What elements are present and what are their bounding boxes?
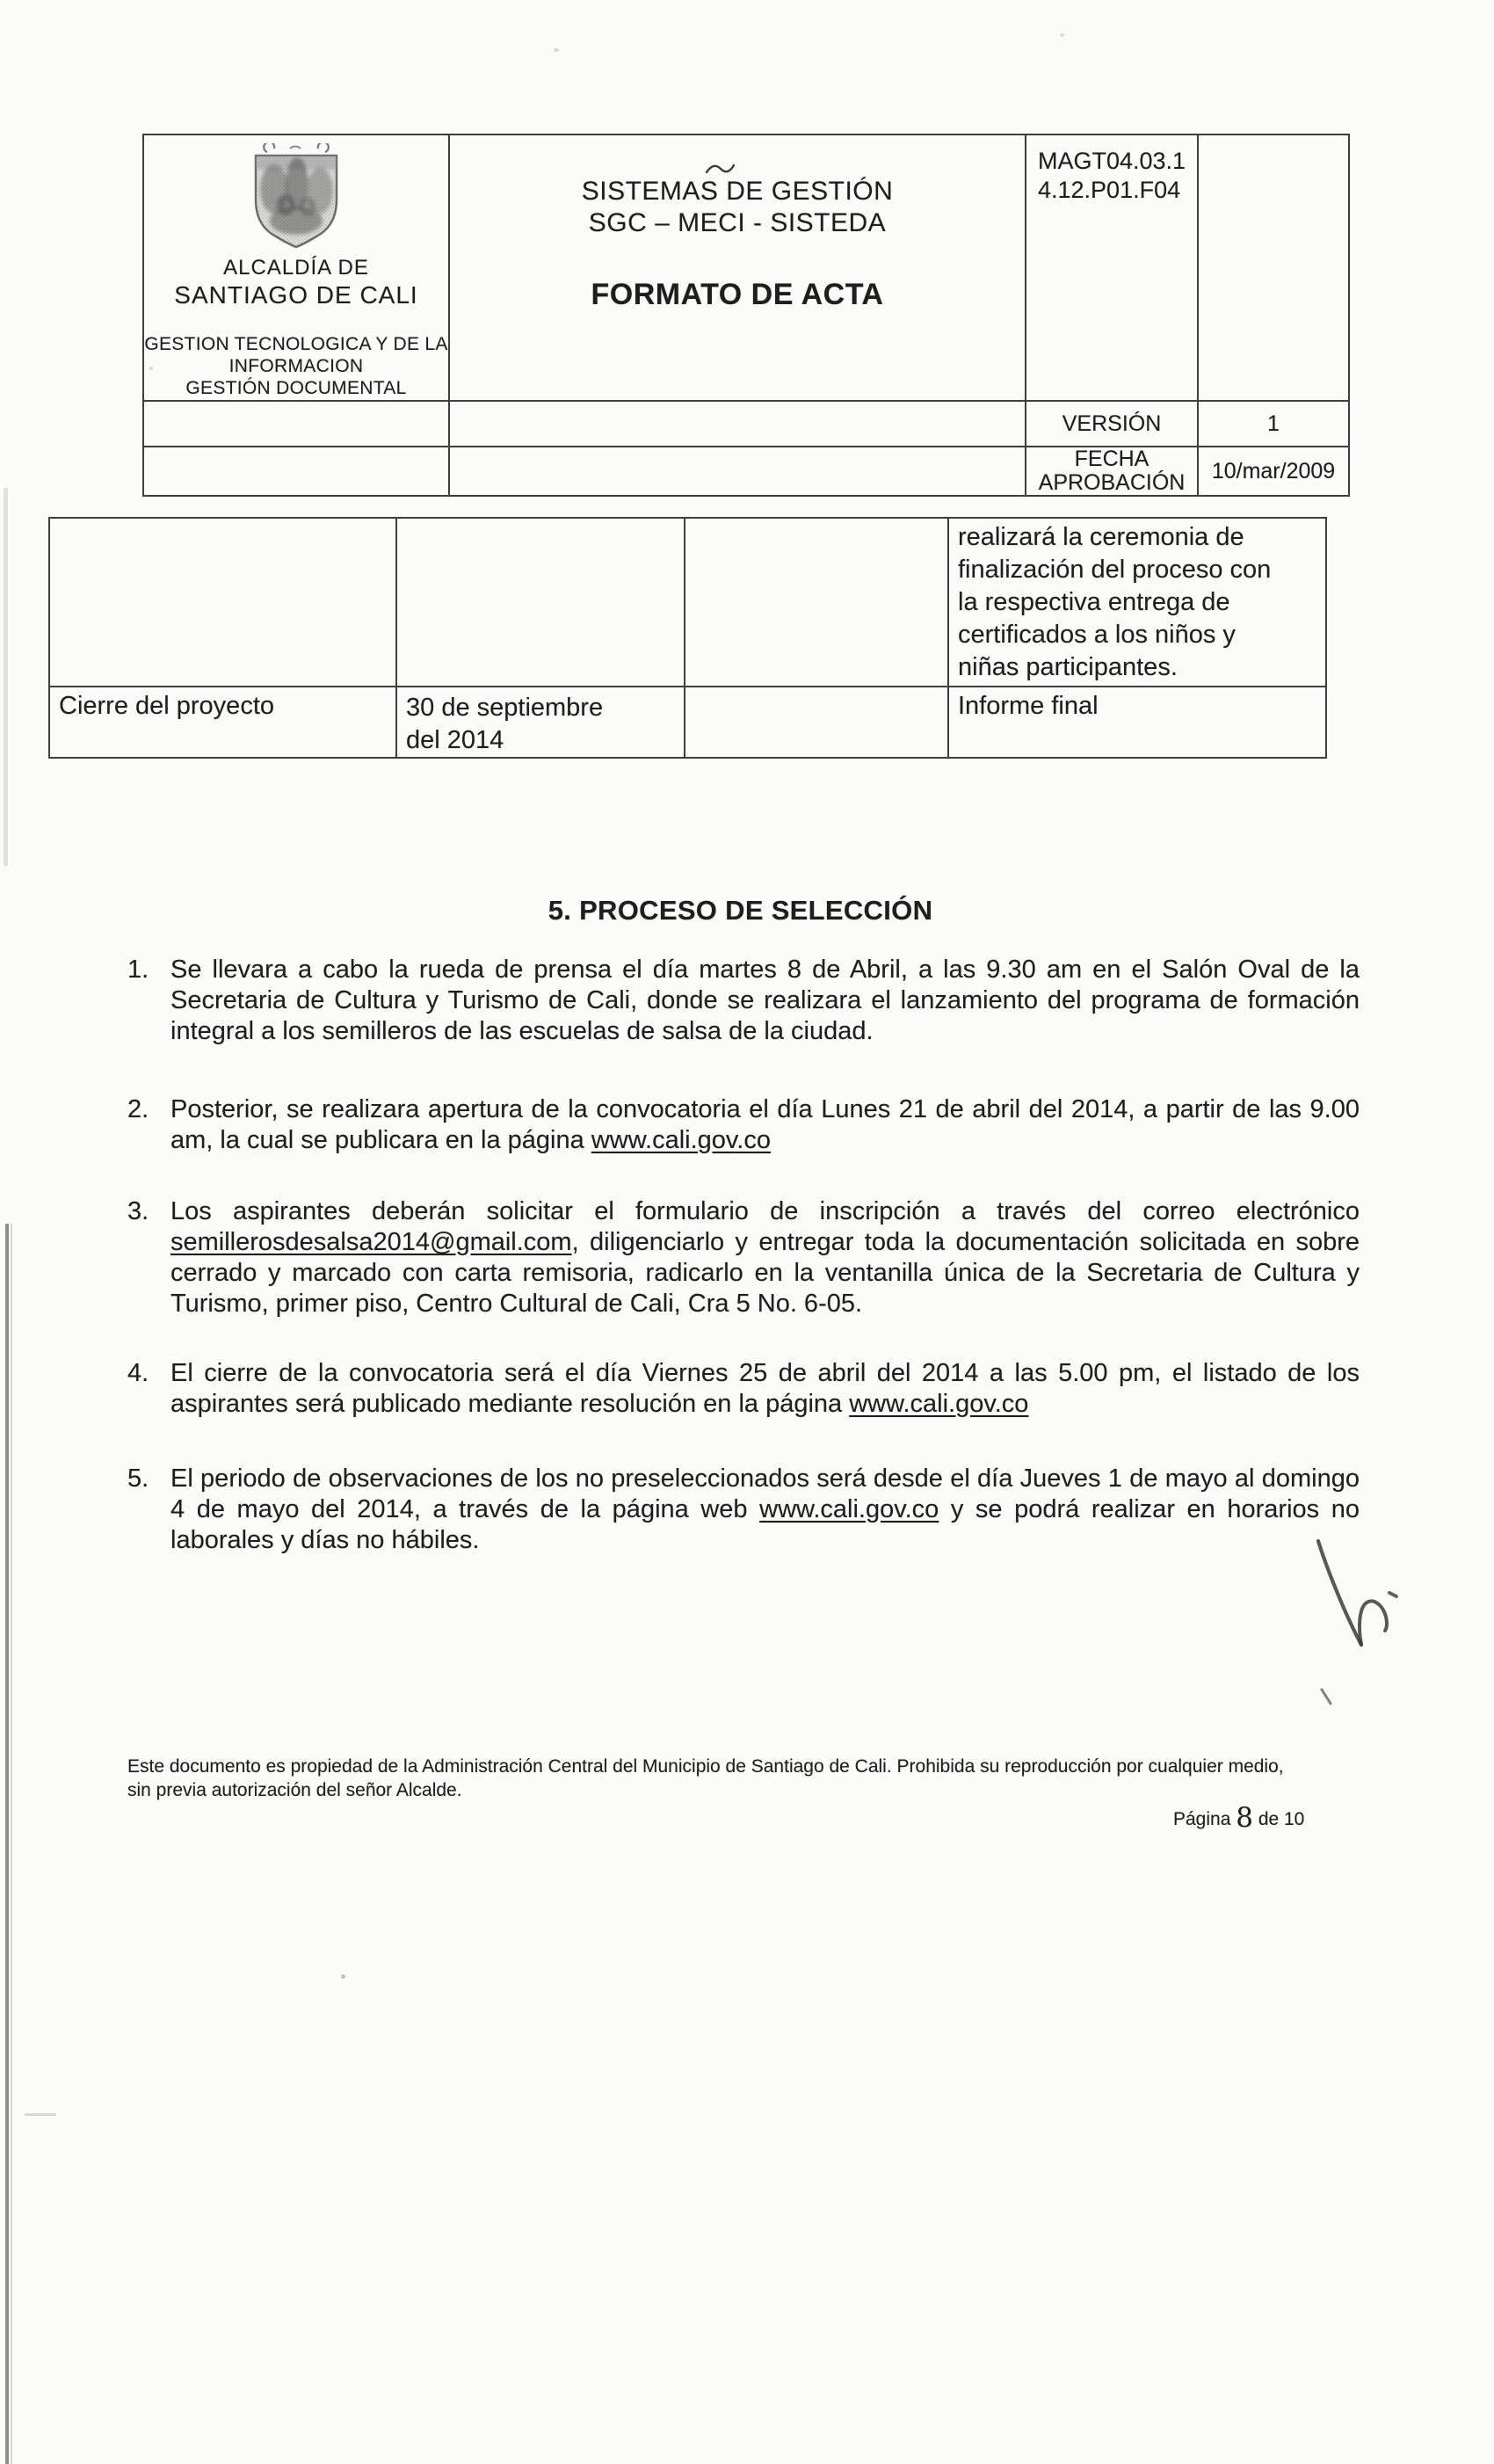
item-number: 1. xyxy=(127,956,149,984)
scan-caret-artifact xyxy=(705,160,736,176)
item-number: 5. xyxy=(127,1465,149,1493)
empty-cell xyxy=(449,447,1026,496)
item-number: 3. xyxy=(127,1197,149,1225)
item-text: Los aspirantes deberán solicitar el formulario de inscripción a través del correo electrónico semillerosdesalsa2014@gmail.com, diligenciarlo y entregar toda la documentación solicitada en sobre cerrado y marcado con carta remisoria, radicarlo en la ventanilla única de la Secretaria de Cultura y Turismo, primer piso, Centro Cultural de Cali, Cra 5 No. 6-05. xyxy=(170,1197,1360,1318)
org-name-line1: ALCALDÍA DE xyxy=(223,256,369,280)
scan-speck xyxy=(1060,33,1064,37)
item-text: El periodo de observaciones de los no preseleccionados será desde el día Jueves 1 de mayo al domingo 4 de mayo del 2014, a través de la página web www.cali.gov.co y se podrá realizar en horarios no laborales y días no hábiles. xyxy=(170,1465,1360,1554)
version-label: VERSIÓN xyxy=(1026,401,1198,447)
item-text: El cierre de la convocatoria será el día Viernes 25 de abril del 2014 a las 5.00 pm, el listado de los aspirantes será publicado mediante resolución en la página www.cali.gov.co xyxy=(170,1359,1360,1418)
footer-line1: Este documento es propiedad de la Administración Central del Municipio de Santiago de Cali. Prohibida su reproducción por cualquier medio, xyxy=(127,1756,1284,1777)
document-code-line1: MAGT04.03.1 xyxy=(1038,148,1186,174)
activity-result-cell xyxy=(948,687,1326,758)
org-identity-cell xyxy=(143,134,449,401)
page-number-value: 8 xyxy=(1236,1802,1253,1834)
numbered-list xyxy=(127,955,1360,1556)
empty-cell xyxy=(49,518,396,687)
department-name xyxy=(144,333,448,399)
list-item-2 xyxy=(127,1094,1360,1156)
document-code-line2: 4.12.P01.F04 xyxy=(1038,177,1181,203)
department-line1: GESTION TECNOLOGICA Y DE LA xyxy=(144,334,448,354)
empty-header-cell xyxy=(1198,134,1349,401)
page-label-suffix: de 10 xyxy=(1258,1809,1305,1829)
document-code-cell xyxy=(1026,134,1198,401)
activity-date-cell xyxy=(396,687,685,758)
system-title-cell xyxy=(449,134,1026,401)
system-line1: SISTEMAS DE GESTIÓN xyxy=(581,177,894,206)
empty-cell xyxy=(449,401,1026,447)
empty-cell xyxy=(143,401,449,447)
activity-name: Cierre del proyecto xyxy=(59,692,274,720)
scan-speck xyxy=(554,48,559,52)
org-name-line2: SANTIAGO DE CALI xyxy=(174,281,418,309)
page-label-prefix: Página xyxy=(1173,1809,1231,1829)
activity-table xyxy=(48,517,1327,759)
footer-disclaimer xyxy=(127,1755,1384,1802)
continuation-text: realizará la ceremonia de finalización del proceso con la respectiva entrega de certificados a los niños y niñas participantes. xyxy=(958,523,1272,681)
handwritten-check-mark xyxy=(1301,1530,1424,1714)
list-item-4 xyxy=(127,1358,1360,1420)
department-line3: GESTIÓN DOCUMENTAL xyxy=(185,378,407,398)
item-text: Se llevara a cabo la rueda de prensa el día martes 8 de Abril, a las 9.30 am en el Salón Oval de la Secretaria de Cultura y Turismo de Cali, donde se realizara el lanzamiento del programa de formación integral a los semilleros de las escuelas de salsa de la ciudad. xyxy=(170,956,1360,1045)
item-text: Posterior, se realizara apertura de la convocatoria el día Lunes 21 de abril del 2014, a partir de las 9.00 am, la cual se publicara en la página www.cali.gov.co xyxy=(170,1095,1360,1154)
approval-date-label: FECHA APROBACIÓN xyxy=(1026,447,1198,496)
scan-artifact-dash xyxy=(25,2113,56,2116)
section-heading: 5. PROCESO DE SELECCIÓN xyxy=(548,895,933,926)
activity-date: 30 de septiembre del 2014 xyxy=(406,694,604,754)
scan-artifact-left-line-2 xyxy=(11,1224,12,2464)
empty-cell xyxy=(143,447,449,496)
scan-artifact-left-line xyxy=(5,1224,9,2464)
activity-name-cell xyxy=(49,687,396,758)
system-line2: SGC – MECI - SISTEDA xyxy=(588,208,887,237)
item-number: 2. xyxy=(127,1095,149,1123)
document-title: FORMATO DE ACTA xyxy=(591,278,884,311)
scan-artifact-left-streak xyxy=(4,488,8,866)
approval-date-value: 10/mar/2009 xyxy=(1198,447,1349,496)
version-value: 1 xyxy=(1198,401,1349,447)
item-number: 4. xyxy=(127,1359,149,1387)
department-line2: INFORMACION xyxy=(228,356,364,376)
item-link: www.cali.gov.co xyxy=(849,1390,1029,1418)
item-link: www.cali.gov.co xyxy=(591,1126,771,1154)
item-link: www.cali.gov.co xyxy=(759,1495,939,1523)
empty-cell xyxy=(685,687,948,758)
continuation-cell xyxy=(948,518,1326,687)
list-item-3 xyxy=(127,1196,1360,1319)
page-number xyxy=(1173,1800,1384,1832)
empty-cell xyxy=(685,518,948,687)
list-item-1 xyxy=(127,955,1360,1047)
cali-coat-of-arms-logo xyxy=(244,143,348,249)
activity-result: Informe final xyxy=(958,692,1099,720)
item-link: semillerosdesalsa2014@gmail.com xyxy=(170,1228,572,1256)
empty-cell xyxy=(396,518,685,687)
header-table xyxy=(142,134,1350,497)
list-item-5 xyxy=(127,1464,1360,1556)
footer-line2: sin previa autorización del señor Alcalde. xyxy=(127,1780,462,1800)
scan-speck xyxy=(341,1974,345,1979)
